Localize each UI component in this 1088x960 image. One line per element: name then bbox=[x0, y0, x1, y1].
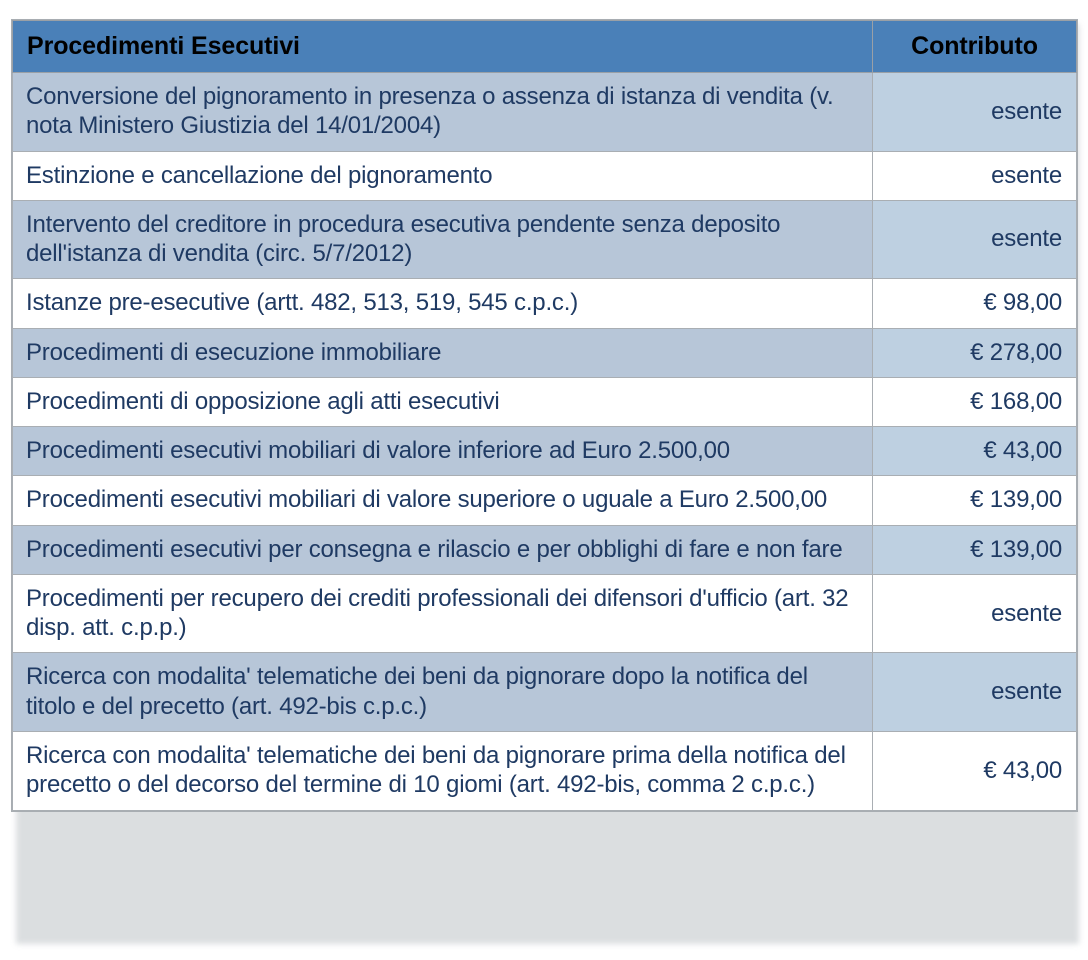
cell-descrizione: Estinzione e cancellazione del pignoramento bbox=[13, 151, 873, 200]
cell-descrizione: Procedimenti esecutivi per consegna e rilascio e per obblighi di fare e non fare bbox=[13, 525, 873, 574]
table-row bbox=[13, 279, 1077, 328]
table-row bbox=[13, 73, 1077, 152]
cell-contributo: esente bbox=[873, 653, 1077, 732]
cell-descrizione: Conversione del pignoramento in presenza o assenza di istanza di vendita (v. nota Ministero Giustizia del 14/01/2004) bbox=[13, 73, 873, 152]
table-body bbox=[13, 73, 1077, 811]
table-row bbox=[13, 328, 1077, 377]
cell-descrizione: Procedimenti di opposizione agli atti esecutivi bbox=[13, 377, 873, 426]
table-row bbox=[13, 731, 1077, 810]
cell-contributo: € 43,00 bbox=[873, 731, 1077, 810]
cell-descrizione: Procedimenti esecutivi mobiliari di valore superiore o uguale a Euro 2.500,00 bbox=[13, 476, 873, 525]
table-header-row bbox=[13, 21, 1077, 73]
column-header-contributo: Contributo bbox=[873, 21, 1077, 73]
table-row bbox=[13, 427, 1077, 476]
table-row bbox=[13, 653, 1077, 732]
cell-contributo: esente bbox=[873, 574, 1077, 653]
cell-contributo: € 278,00 bbox=[873, 328, 1077, 377]
column-header-procedimenti-esecutivi: Procedimenti Esecutivi bbox=[13, 21, 873, 73]
cell-contributo: esente bbox=[873, 73, 1077, 152]
cell-descrizione: Procedimenti esecutivi mobiliari di valore inferiore ad Euro 2.500,00 bbox=[13, 427, 873, 476]
cell-contributo: € 98,00 bbox=[873, 279, 1077, 328]
cell-descrizione: Intervento del creditore in procedura esecutiva pendente senza deposito dell'istanza di vendita (circ. 5/7/2012) bbox=[13, 200, 873, 279]
cell-descrizione: Ricerca con modalita' telematiche dei beni da pignorare dopo la notifica del titolo e del precetto (art. 492-bis c.p.c.) bbox=[13, 653, 873, 732]
cell-contributo: € 43,00 bbox=[873, 427, 1077, 476]
procedimenti-esecutivi-fee-table bbox=[12, 20, 1077, 811]
table-row bbox=[13, 151, 1077, 200]
cell-contributo: € 168,00 bbox=[873, 377, 1077, 426]
cell-contributo: esente bbox=[873, 200, 1077, 279]
cell-contributo: € 139,00 bbox=[873, 476, 1077, 525]
cell-descrizione: Procedimenti per recupero dei crediti professionali dei difensori d'ufficio (art. 32 disp. att. c.p.p.) bbox=[13, 574, 873, 653]
cell-descrizione: Ricerca con modalita' telematiche dei beni da pignorare prima della notifica del precetto o del decorso del termine di 10 giomi (art. 492-bis, comma 2 c.p.c.) bbox=[13, 731, 873, 810]
table-header bbox=[13, 21, 1077, 73]
cell-contributo: € 139,00 bbox=[873, 525, 1077, 574]
cell-descrizione: Istanze pre-esecutive (artt. 482, 513, 519, 545 c.p.c.) bbox=[13, 279, 873, 328]
table-row bbox=[13, 574, 1077, 653]
table-row bbox=[13, 476, 1077, 525]
table-row bbox=[13, 525, 1077, 574]
cell-descrizione: Procedimenti di esecuzione immobiliare bbox=[13, 328, 873, 377]
cell-contributo: esente bbox=[873, 151, 1077, 200]
table-row bbox=[13, 377, 1077, 426]
table-row bbox=[13, 200, 1077, 279]
